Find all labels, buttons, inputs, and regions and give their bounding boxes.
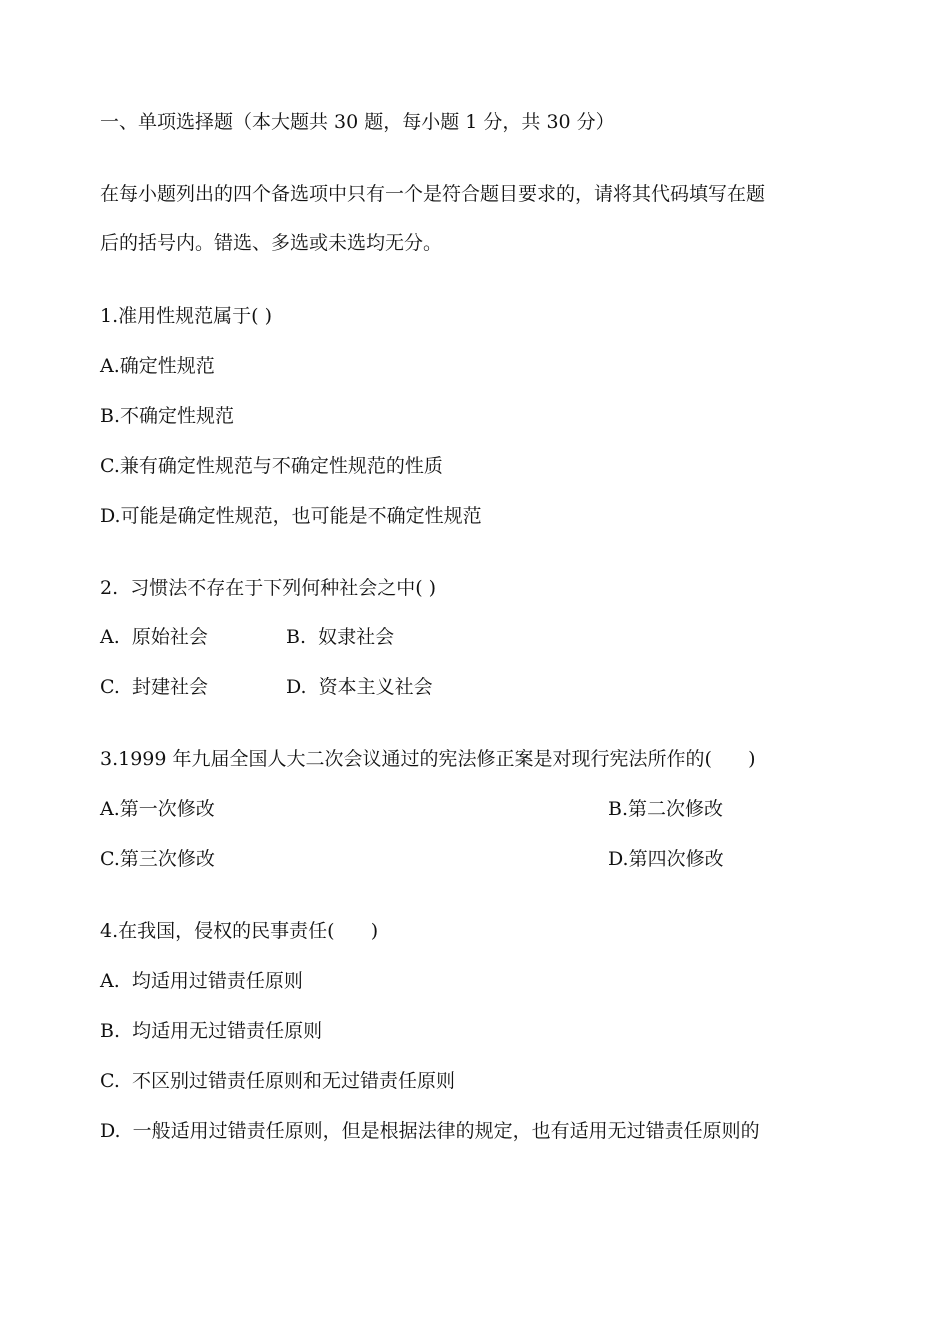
option-c: C.兼有确定性规范与不确定性规范的性质 <box>100 455 443 477</box>
option-a: A. 原始社会 <box>100 626 208 648</box>
option-a: A. 均适用过错责任原则 <box>100 970 303 992</box>
option-d: D. 资本主义社会 <box>286 676 433 698</box>
option-d: D.可能是确定性规范，也可能是不确定性规范 <box>100 505 482 527</box>
option-c: C. 不区别过错责任原则和无过错责任原则 <box>100 1070 455 1092</box>
option-c: C.第三次修改 <box>100 848 215 870</box>
option-b: B.不确定性规范 <box>100 405 235 427</box>
instructions-line-2: 后的括号内。错选、多选或未选均无分。 <box>100 232 443 254</box>
option-a: A.确定性规范 <box>100 355 215 377</box>
option-b: B.第二次修改 <box>608 798 724 820</box>
option-b: B. 均适用无过错责任原则 <box>100 1020 323 1042</box>
question-stem: 2. 习惯法不存在于下列何种社会之中( ) <box>100 577 437 599</box>
option-d: D.第四次修改 <box>608 848 724 870</box>
option-a: A.第一次修改 <box>100 798 215 820</box>
option-c: C. 封建社会 <box>100 676 208 698</box>
question-stem: 4.在我国，侵权的民事责任( ) <box>100 920 379 942</box>
option-b: B. 奴隶社会 <box>286 626 395 648</box>
question-stem: 1.准用性规范属于( ) <box>100 305 272 327</box>
instructions-line-1: 在每小题列出的四个备选项中只有一个是符合题目要求的，请将其代码填写在题 <box>100 183 766 205</box>
question-stem: 3.1999 年九届全国人大二次会议通过的宪法修正案是对现行宪法所作的( ) <box>100 748 756 770</box>
section-heading: 一、单项选择题（本大题共 30 题，每小题 1 分，共 30 分） <box>100 111 615 133</box>
option-d: D. 一般适用过错责任原则，但是根据法律的规定，也有适用无过错责任原则的 <box>100 1120 760 1142</box>
